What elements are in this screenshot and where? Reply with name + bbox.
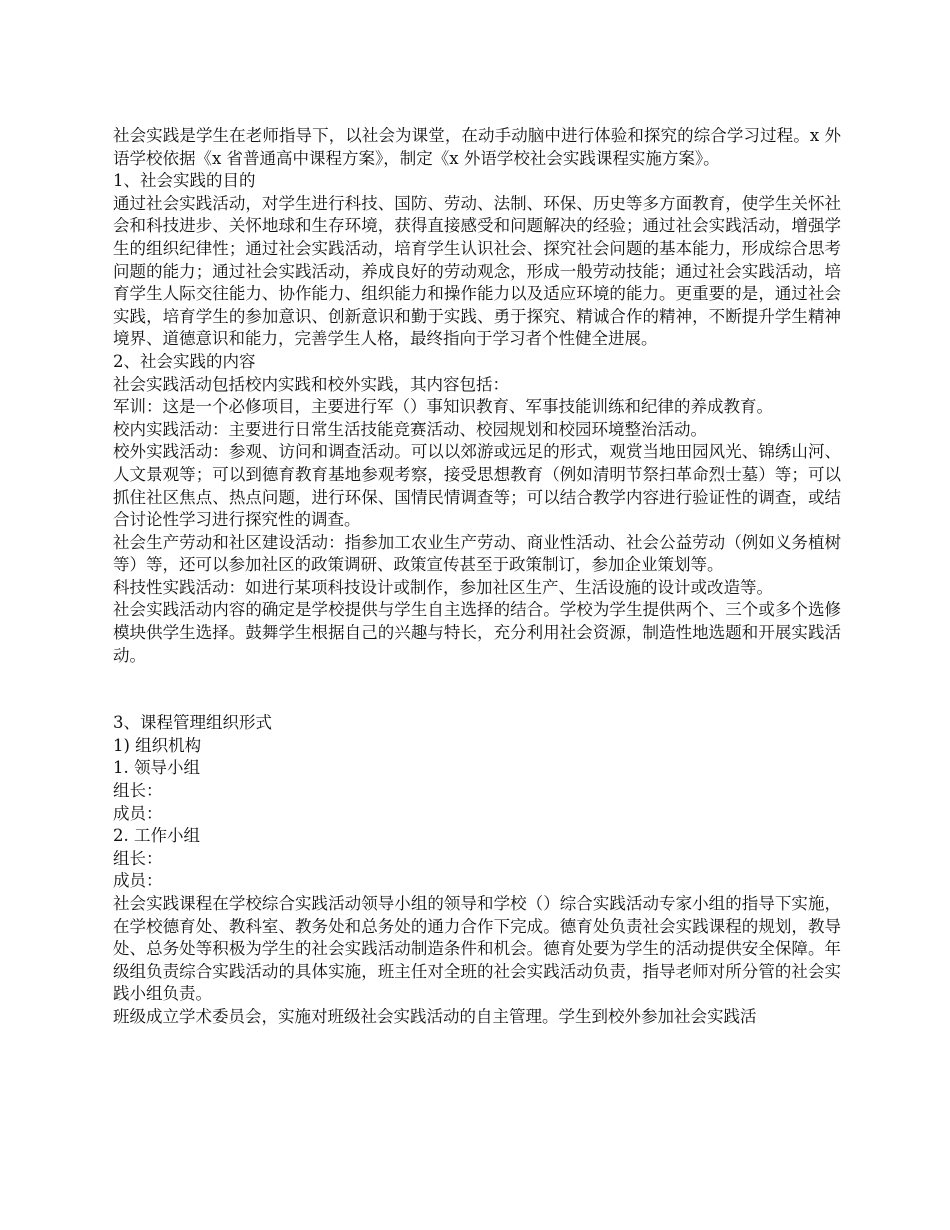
on-campus-paragraph: 校内实践活动：主要进行日常生活技能竞赛活动、校园规划和校园环境整治活动。: [113, 419, 707, 439]
intro-paragraph: 社会实践是学生在老师指导下，以社会为课堂，在动手动脑中进行体验和探究的综合学习过程。x 外语学校依据《x 省普通高中课程方案》，制定《x 外语学校社会实践课程实施方案》。: [113, 126, 841, 168]
implementation-paragraph: 社会实践课程在学校综合实践活动领导小组的领导和学校（）综合实践活动专家小组的指导下实施，在学校德育处、教科室、教务处和总务处的通力合作下完成。德育处负责社会实践课程的规划，教导处、总务处等积极为学生的社会实践活动制造条件和机会。德育处要为学生的活动提供安全保障。年级组负责综合实践活动的具体实施，班主任对全班的社会实践活动负责，指导老师对所分管的社会实践小组负责。: [113, 894, 841, 1004]
leading-group-members: 成员：: [113, 803, 163, 823]
leading-group-leader: 组长：: [113, 781, 163, 801]
technology-practice-paragraph: 科技性实践活动：如进行某项科技设计或制作，参加社区生产、生活设施的设计或改造等。: [113, 577, 773, 597]
content-selection-paragraph: 社会实践活动内容的确定是学校提供与学生自主选择的结合。学校为学生提供两个、三个或多个选修模块供学生选择。鼓舞学生根据自己的兴趣与特长，充分利用社会资源，制造性地选题和开展实践活动。: [113, 600, 841, 665]
document-body: [113, 125, 841, 1029]
working-group-leader: 组长：: [113, 848, 163, 868]
item-leading-group: 1. 领导小组: [113, 758, 200, 778]
content-intro-paragraph: 社会实践活动包括校内实践和校外实践，其内容包括：: [113, 374, 509, 394]
subheading-organization: 1) 组织机构: [113, 735, 202, 755]
purpose-paragraph: 通过社会实践活动，对学生进行科技、国防、劳动、法制、环保、历史等多方面教育，使学生关怀社会和科技进步、关怀地球和生存环境，获得直接感受和问题解决的经验；通过社会实践活动，增强学生的组织纪律性；通过社会实践活动，培育学生认识社会、探究社会问题的基本能力，形成综合思考问题的能力；通过社会实践活动，养成良好的劳动观念，形成一般劳动技能；通过社会实践活动，培育学生人际交往能力、协作能力、组织能力和操作能力以及适应环境的能力。更重要的是，通过社会实践，培育学生的参加意识、创新意识和勤于实践、勇于探究、精诚合作的精神，不断提升学生精神境界、道德意识和能力，完善学生人格，最终指向于学习者个性健全进展。: [113, 193, 841, 349]
section-heading-purpose: 1、社会实践的目的: [113, 171, 256, 191]
section-heading-content: 2、社会实践的内容: [113, 351, 256, 371]
paragraph-gap: [113, 667, 841, 712]
military-training-paragraph: 军训：这是一个必修项目，主要进行军（）事知识教育、军事技能训练和纪律的养成教育。: [113, 397, 773, 417]
item-working-group: 2. 工作小组: [113, 826, 200, 846]
production-labor-paragraph: 社会生产劳动和社区建设活动：指参加工农业生产劳动、商业性活动、社会公益劳动（例如义务植树等）等，还可以参加社区的政策调研、政策宣传甚至于政策制订，参加企业策划等。: [113, 532, 841, 575]
working-group-members: 成员：: [113, 871, 163, 891]
class-committee-paragraph: 班级成立学术委员会，实施对班级社会实践活动的自主管理。学生到校外参加社会实践活: [113, 1006, 757, 1026]
off-campus-paragraph: 校外实践活动：参观、访问和调查活动。可以以郊游或远足的形式，观赏当地田园风光、锦绣山河、人文景观等；可以到德育教育基地参观考察，接受思想教育（例如清明节祭扫革命烈士墓）等；可以抓住社区焦点、热点问题，进行环保、国情民情调查等；可以结合教学内容进行验证性的调查，或结合讨论性学习进行探究性的调查。: [113, 442, 841, 530]
section-heading-management: 3、课程管理组织形式: [113, 713, 272, 733]
